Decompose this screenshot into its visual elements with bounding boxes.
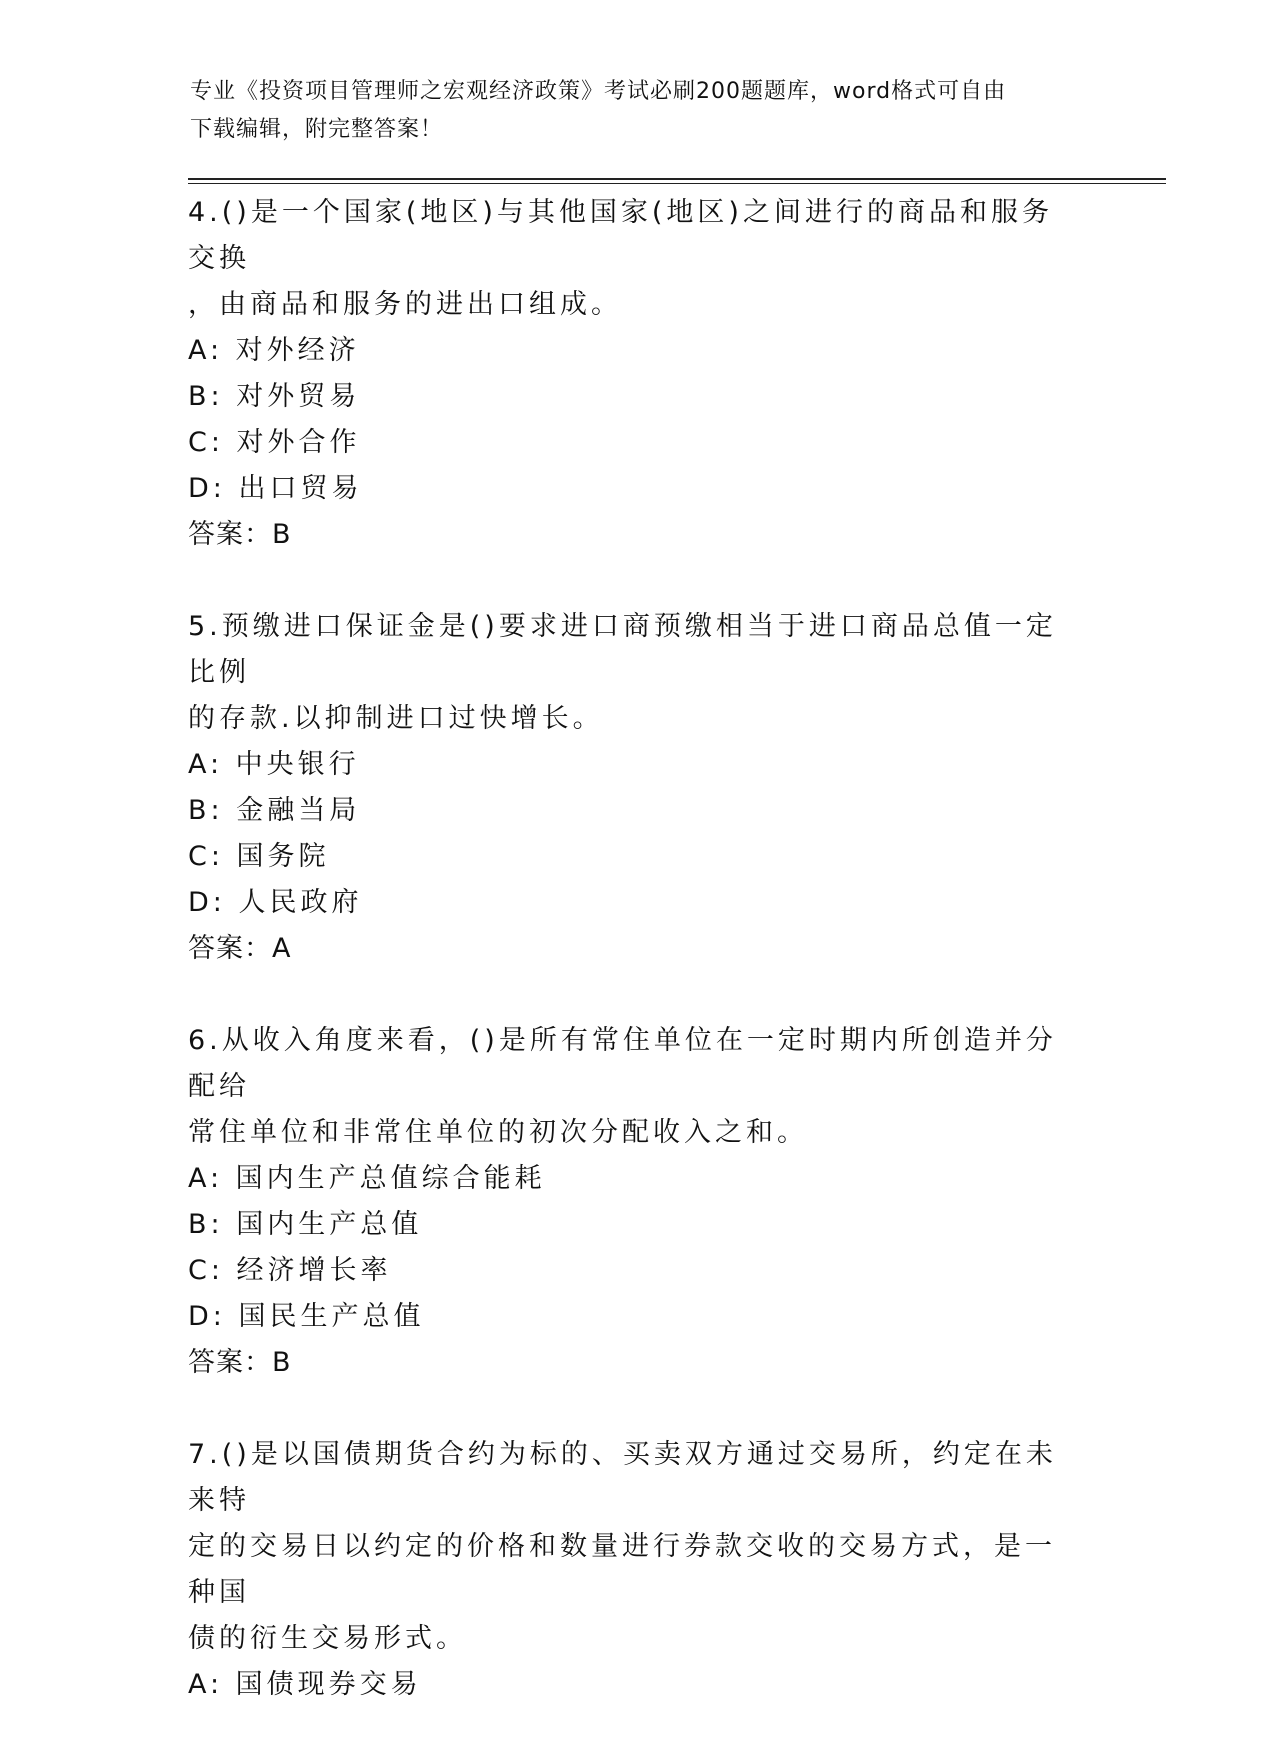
option-b: B: 金融当局 [188, 795, 361, 826]
option-a: A: 中央银行 [188, 749, 360, 780]
header-divider-thin [188, 183, 1166, 184]
option-b: B: 国内生产总值 [188, 1209, 423, 1240]
question-6 [188, 1018, 1068, 1386]
option-a: A: 国内生产总值综合能耗 [188, 1163, 546, 1194]
question-text-line: ，由商品和服务的进出口组成。 [188, 289, 622, 320]
question-text-line: 7.()是以国债期货合约为标的、买卖双方通过交易所，约定在未来特 [188, 1439, 1057, 1516]
option-c: C: 经济增长率 [188, 1255, 392, 1286]
option-d: D: 人民政府 [188, 887, 363, 918]
answer-line: 答案：A [188, 933, 292, 964]
answer-line: 答案：B [188, 519, 292, 550]
option-d: D: 国民生产总值 [188, 1301, 425, 1332]
question-text-line: 定的交易日以约定的价格和数量进行券款交收的交易方式，是一种国 [188, 1531, 1056, 1608]
question-5 [188, 604, 1068, 972]
document-header [190, 73, 1080, 149]
question-list [188, 190, 1068, 1754]
question-7 [188, 1432, 1068, 1708]
question-text-line: 4.()是一个国家(地区)与其他国家(地区)之间进行的商品和服务交换 [188, 197, 1053, 274]
answer-line: 答案：B [188, 1347, 292, 1378]
question-4 [188, 190, 1068, 558]
option-a: A: 对外经济 [188, 335, 360, 366]
question-text-line: 5.预缴进口保证金是()要求进口商预缴相当于进口商品总值一定比例 [188, 611, 1057, 688]
option-a: A: 国债现券交易 [188, 1669, 422, 1700]
option-b: B: 对外贸易 [188, 381, 361, 412]
question-text-line: 常住单位和非常住单位的初次分配收入之和。 [188, 1117, 808, 1148]
header-line-2: 下载编辑，附完整答案！ [190, 117, 444, 142]
header-line-1: 专业《投资项目管理师之宏观经济政策》考试必刷200题题库，word格式可自由 [190, 79, 1007, 104]
option-d: D: 出口贸易 [188, 473, 363, 504]
question-text-line: 的存款.以抑制进口过快增长。 [188, 703, 604, 734]
option-c: C: 对外合作 [188, 427, 361, 458]
header-divider-thick [188, 178, 1166, 180]
question-text-line: 6.从收入角度来看，()是所有常住单位在一定时期内所创造并分配给 [188, 1025, 1057, 1102]
option-c: C: 国务院 [188, 841, 330, 872]
question-text-line: 债的衍生交易形式。 [188, 1623, 467, 1654]
